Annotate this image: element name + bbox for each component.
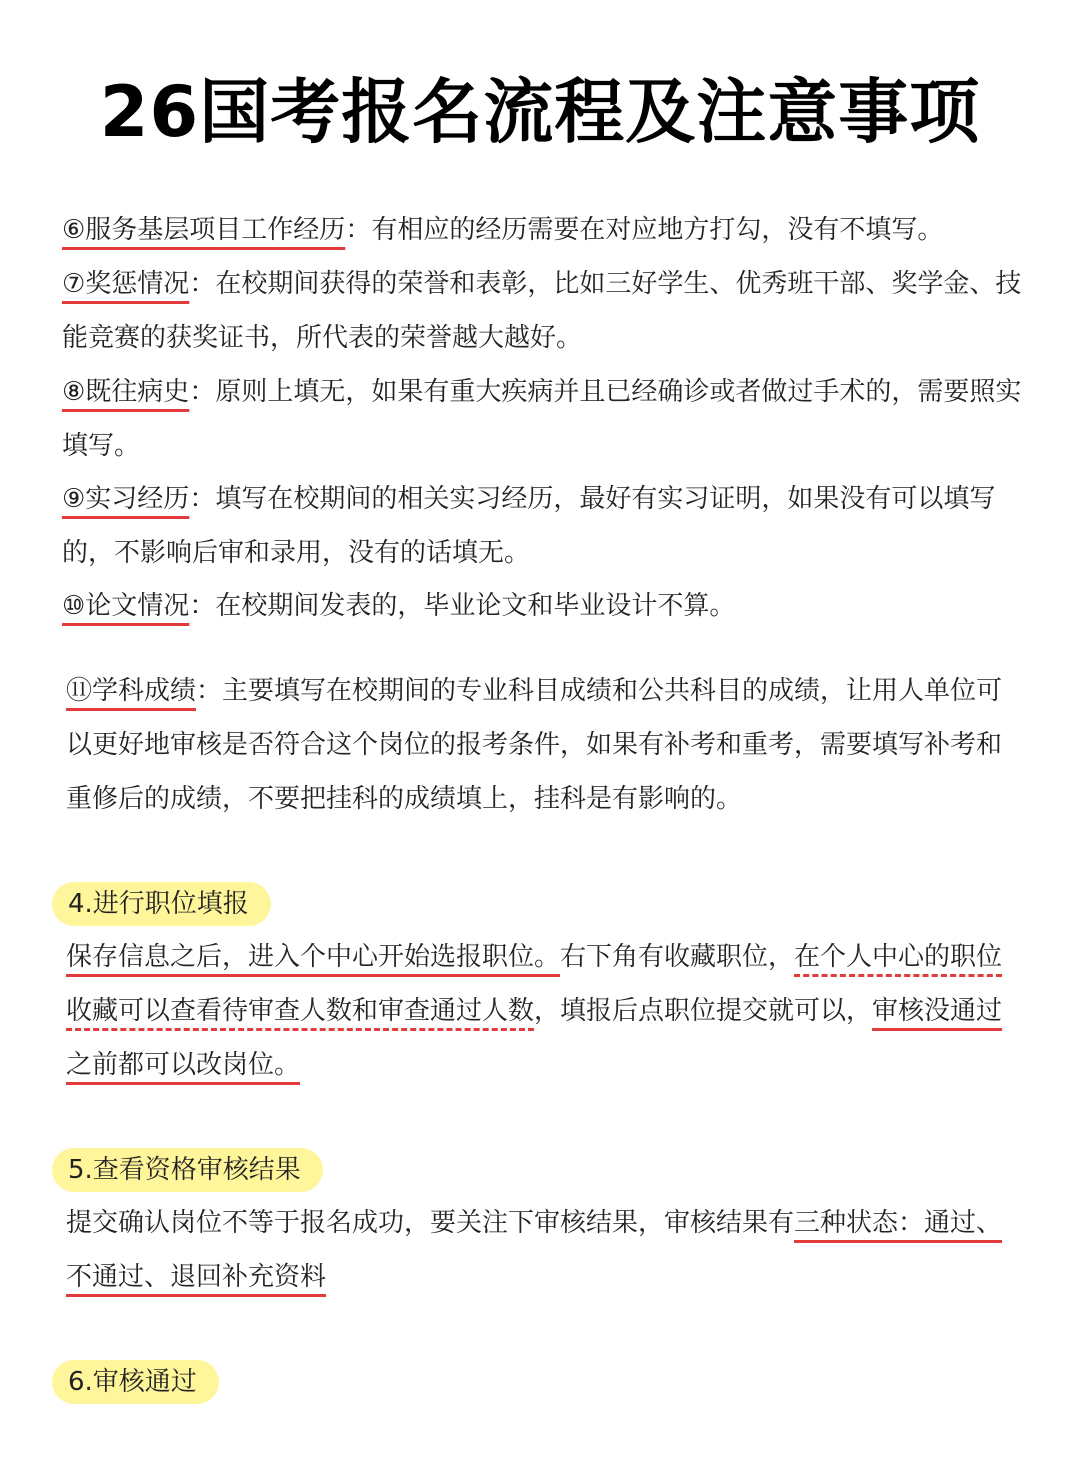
item-text: ：在校期间获得的荣誉和表彰，比如三好学生、优秀班干部、奖学金、技能竞赛的获奖证书，所代表的荣誉越大越好。: [62, 269, 1022, 353]
item-label: ⑧既往病史: [62, 377, 190, 407]
page-title: 26国考报名流程及注意事项: [99, 71, 981, 153]
item-label: ⑪学科成绩: [66, 676, 197, 706]
section-heading-position: 4.进行职位填报: [52, 882, 271, 926]
underlined-text: 保存信息之后，进入个中心开始选报职位。: [66, 942, 561, 972]
item-medical-history: [62, 365, 1022, 473]
item-thesis: [62, 579, 1022, 633]
item-rewards: [62, 257, 1022, 365]
section-heading-approved: 6.审核通过: [52, 1360, 219, 1404]
item-service-experience: [62, 203, 1022, 257]
underlined-text: 三种状态：通过、不通过、退回补充资料: [66, 1208, 1003, 1292]
item-internship: [62, 472, 1022, 580]
item-text: ：有相应的经历需要在对应地方打勾，没有不填写。: [345, 215, 944, 245]
section-heading-review: 5.查看资格审核结果: [52, 1148, 323, 1192]
item-label: ⑨实习经历: [62, 484, 190, 514]
plain-text: 提交确认岗位不等于报名成功，要关注下审核结果，审核结果有: [66, 1208, 795, 1238]
plain-text: ，填报后点职位提交就可以，: [534, 996, 873, 1026]
item-text: ：主要填写在校期间的专业科目成绩和公共科目的成绩，让用人单位可以更好地审核是否符合这个岗位的报考条件，如果有补考和重考，需要填写补考和重修后的成绩，不要把挂科的成绩填上，挂科是有影响的。: [66, 676, 1003, 814]
item-text: ：原则上填无，如果有重大疾病并且已经确诊或者做过手术的，需要照实填写。: [62, 377, 1022, 461]
section-body-review: [66, 1196, 1022, 1304]
item-text: ：填写在校期间的相关实习经历，最好有实习证明，如果没有可以填写的，不影响后审和录用，没有的话填无。: [62, 484, 996, 568]
section-body-position: [66, 930, 1022, 1092]
item-label: ⑥服务基层项目工作经历: [62, 215, 346, 245]
plain-text: 右下角有收藏职位，: [560, 942, 795, 972]
item-label: ⑦奖惩情况: [62, 269, 190, 299]
item-label: ⑩论文情况: [62, 591, 190, 621]
item-text: ：在校期间发表的，毕业论文和毕业设计不算。: [189, 591, 736, 621]
dashed-underlined-text: 在个人中心的职位收藏可以查看待审查人数和审查通过人数: [66, 942, 1003, 1026]
underlined-text: 审核没通过之前都可以改岗位。: [66, 996, 1003, 1080]
item-grades: [66, 664, 1016, 826]
